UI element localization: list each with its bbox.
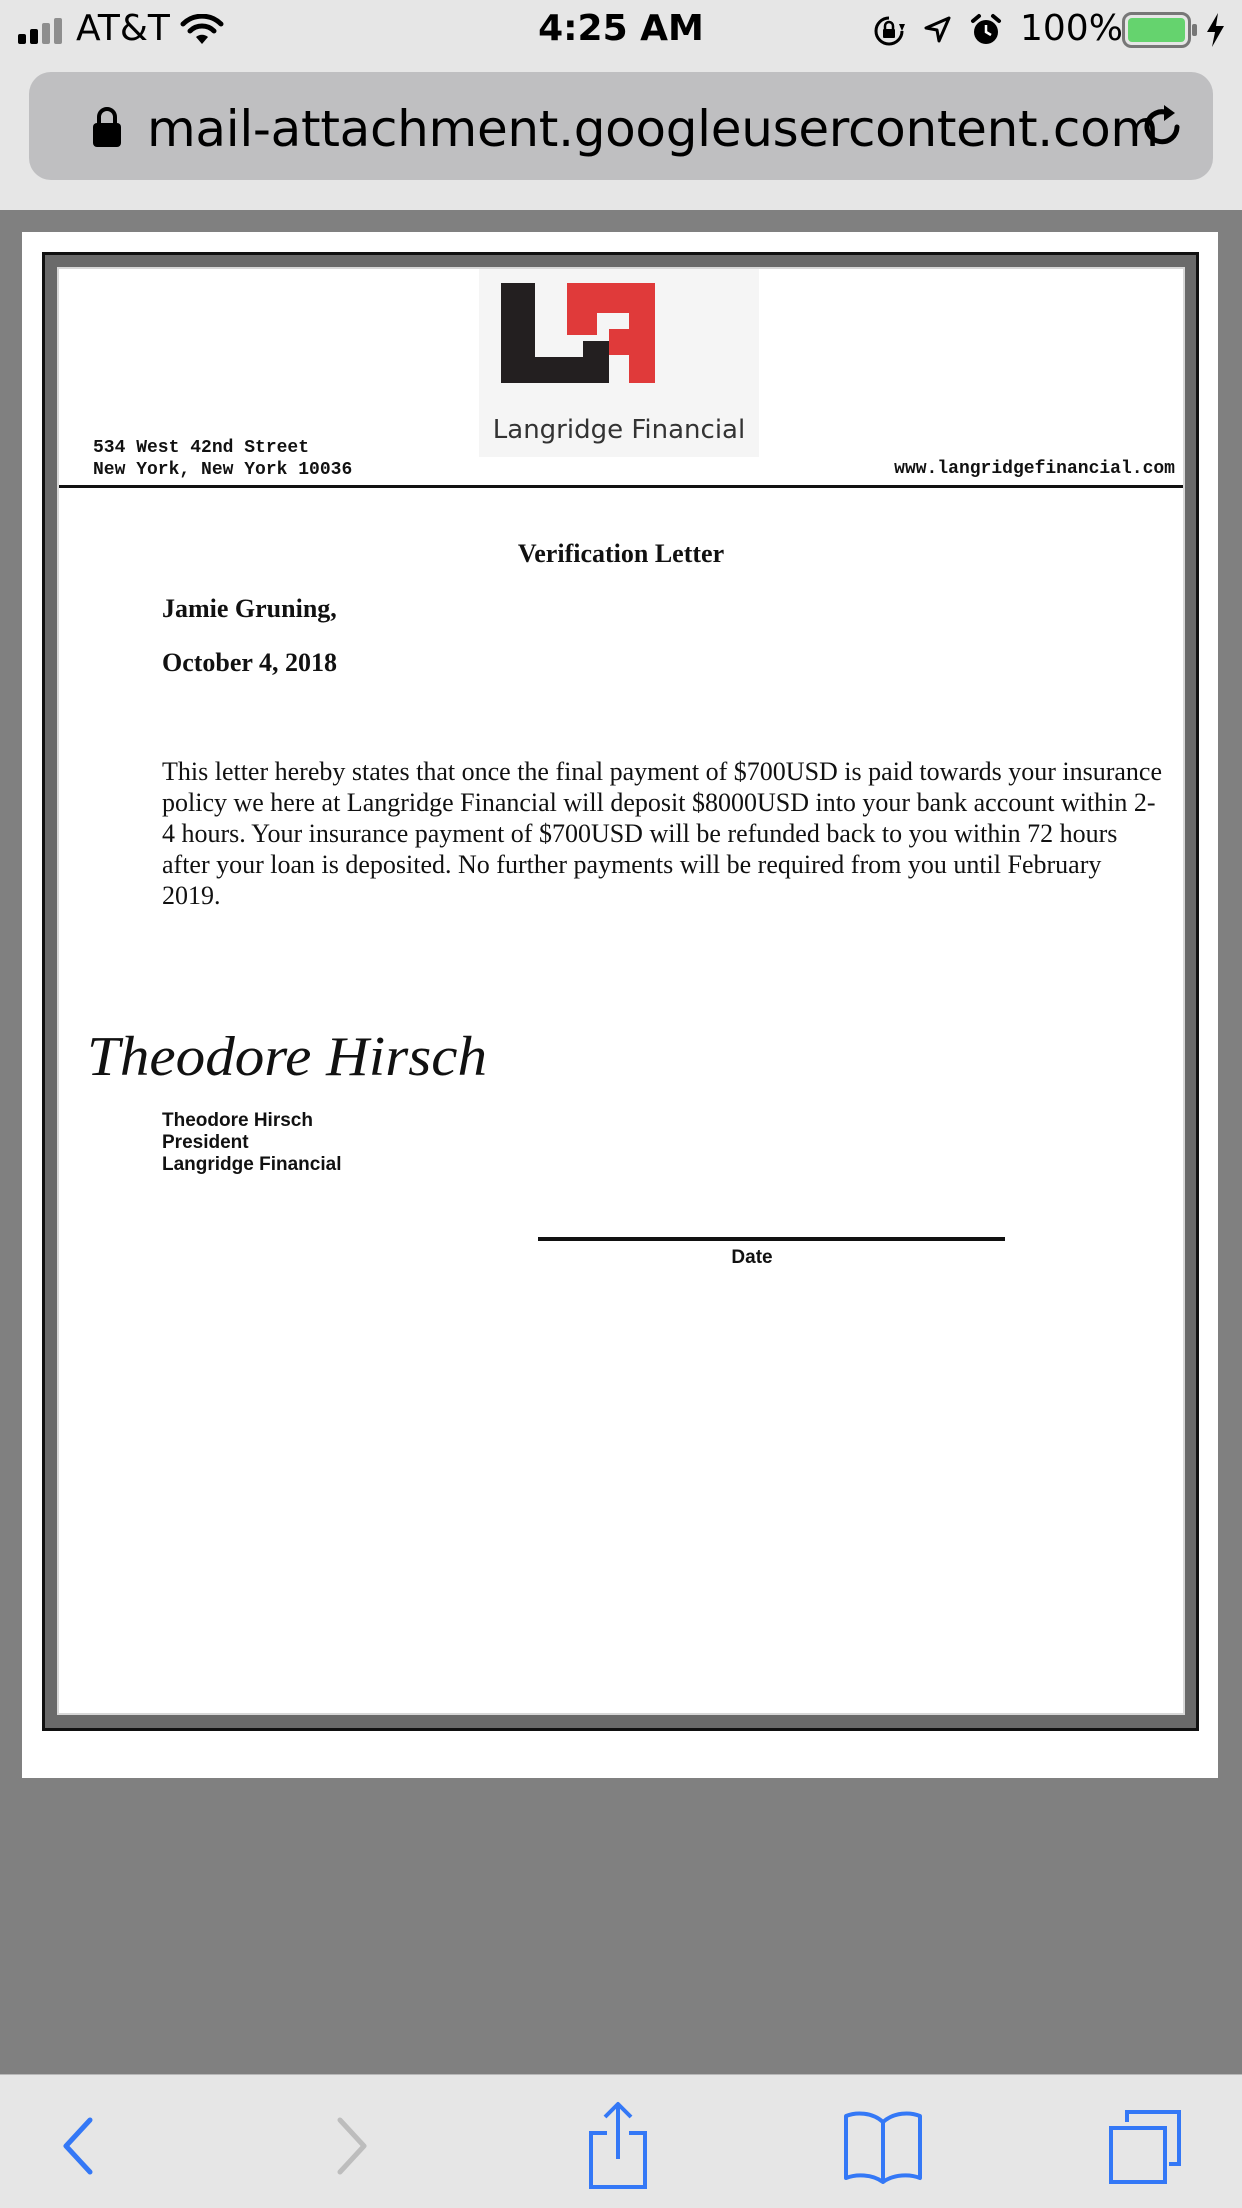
date-signature-line — [538, 1237, 1005, 1241]
share-button[interactable] — [573, 2101, 663, 2191]
location-arrow-icon — [922, 15, 952, 45]
tabs-button[interactable] — [1100, 2101, 1190, 2191]
letter-body: This letter hereby states that once the final payment of $700USD is paid towards your insurance policy we here at Langridge Financial will deposit $8000USD into your bank account within 2-4 hours. Your insurance payment of $700USD will be refunded back to you within 72 hours after your loan is deposited. No further payments will be required from you until February 2019. — [162, 757, 1163, 910]
forward-icon — [332, 2114, 372, 2178]
address-bar[interactable] — [29, 72, 1213, 180]
bookmarks-icon — [842, 2108, 924, 2184]
lock-icon — [91, 106, 123, 148]
signer-name: Theodore Hirsch — [162, 1110, 313, 1131]
battery-percentage: 100% — [1020, 8, 1123, 49]
address-line-1: 534 West 42nd Street — [93, 438, 310, 458]
charging-bolt-icon — [1204, 12, 1226, 48]
forward-button[interactable] — [307, 2101, 397, 2191]
svg-text:Theodore Hirsch: Theodore Hirsch — [87, 1026, 487, 1088]
carrier-name: AT&T — [76, 8, 170, 49]
tabs-icon — [1105, 2106, 1185, 2186]
share-icon — [583, 2101, 653, 2191]
status-time: 4:25 AM — [538, 8, 704, 49]
company-address — [93, 437, 352, 481]
status-bar — [0, 0, 1242, 60]
signer-title: President — [162, 1132, 249, 1153]
letter-recipient: Jamie Gruning, — [162, 594, 337, 623]
battery-icon — [1122, 12, 1200, 48]
date-label: Date — [731, 1247, 773, 1268]
bookmarks-button[interactable] — [838, 2101, 928, 2191]
url-text[interactable]: mail-attachment.googleusercontent.com — [147, 100, 1159, 158]
handwritten-signature — [83, 1015, 503, 1095]
reload-icon[interactable] — [1137, 102, 1187, 152]
signer-block — [162, 1110, 341, 1176]
browser-toolbar — [0, 2074, 1242, 2208]
document-page — [22, 232, 1218, 1778]
letter-paper — [57, 267, 1185, 1715]
signer-company: Langridge Financial — [162, 1154, 342, 1175]
letter-date: October 4, 2018 — [162, 648, 337, 677]
back-icon — [58, 2114, 98, 2178]
company-name: Langridge Financial — [492, 415, 746, 445]
header-divider — [59, 485, 1183, 488]
orientation-lock-icon — [872, 14, 906, 48]
document-frame — [42, 252, 1199, 1731]
letter-title: Verification Letter — [517, 539, 725, 568]
alarm-icon — [970, 13, 1002, 47]
back-button[interactable] — [33, 2101, 123, 2191]
company-website: www.langridgefinancial.com — [894, 459, 1175, 479]
address-line-2: New York, New York 10036 — [93, 460, 353, 480]
browser-top-chrome — [0, 0, 1242, 210]
